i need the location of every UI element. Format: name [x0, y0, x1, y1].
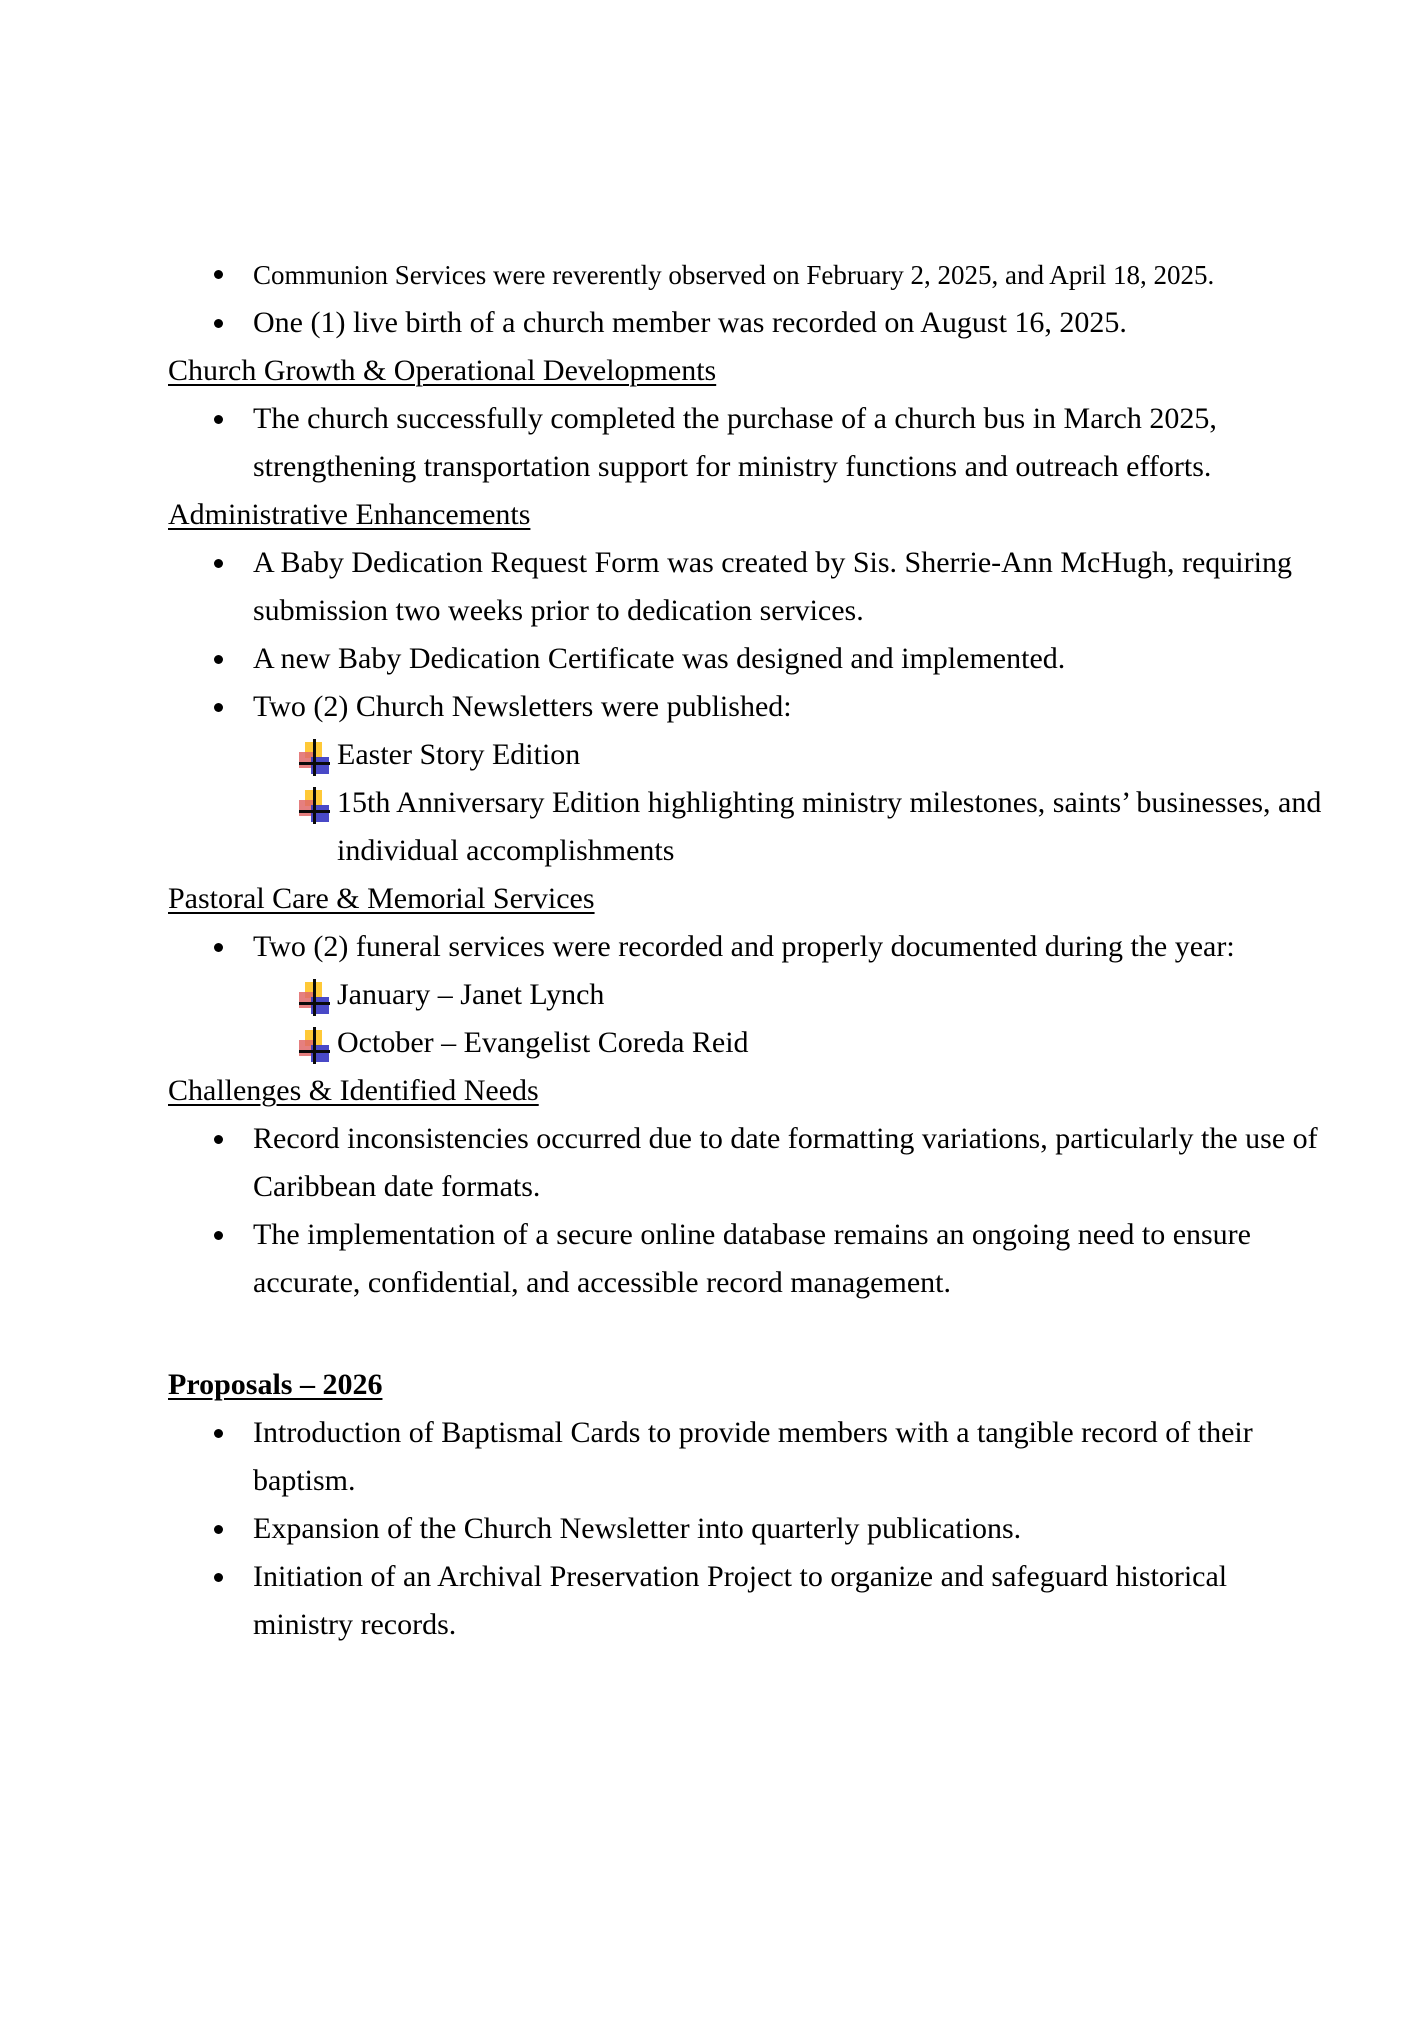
- sub-bullet-item-text: individual accomplishments: [337, 834, 675, 867]
- bullet-item: [253, 1218, 1251, 1252]
- bullet-item: [253, 930, 1235, 964]
- sub-bullet-item: [337, 786, 1321, 820]
- bullet-item-text: ministry records.: [253, 1608, 457, 1641]
- bullet-item-text: Communion Services were reverently observed on February 2, 2025, and April 18, 2025.: [253, 260, 1215, 290]
- bullet-item: [253, 1560, 1227, 1594]
- section-heading-text: Pastoral Care & Memorial Services: [168, 882, 595, 915]
- bullet-item: [253, 402, 1217, 436]
- bullet-item: [253, 546, 1292, 580]
- bullet-item-continuation: [253, 1608, 456, 1642]
- bullet-dot-icon: [214, 1135, 223, 1144]
- bullet-dot-icon: [214, 943, 223, 952]
- cross-bullet-icon: [299, 739, 331, 776]
- bullet-item-continuation: [253, 1266, 951, 1300]
- bullet-item: [253, 690, 792, 724]
- bullet-item-continuation: [253, 594, 864, 628]
- bullet-item-text: accurate, confidential, and accessible record management.: [253, 1266, 951, 1299]
- bullet-item-text: The implementation of a secure online database remains an ongoing need to ensure: [253, 1218, 1251, 1251]
- bullet-item-continuation: [253, 450, 1211, 484]
- bullet-item-text: A new Baby Dedication Certificate was designed and implemented.: [253, 642, 1066, 675]
- sub-bullet-item: [337, 738, 580, 772]
- bullet-item-text: Caribbean date formats.: [253, 1170, 541, 1203]
- bullet-dot-icon: [214, 1573, 223, 1582]
- bullet-item-text: Expansion of the Church Newsletter into quarterly publications.: [253, 1512, 1022, 1545]
- bullet-item-text: Initiation of an Archival Preservation Project to organize and safeguard historical: [253, 1560, 1228, 1593]
- bullet-item: [253, 642, 1065, 676]
- bullet-dot-icon: [214, 559, 223, 568]
- bullet-item-text: Record inconsistencies occurred due to date formatting variations, particularly the use of: [253, 1122, 1318, 1155]
- bullet-dot-icon: [214, 1231, 223, 1240]
- sub-bullet-item-text: January – Janet Lynch: [337, 978, 605, 1011]
- bullet-item-text: One (1) live birth of a church member was recorded on August 16, 2025.: [253, 306, 1127, 339]
- section-heading: [168, 1368, 382, 1402]
- bullet-item-text: submission two weeks prior to dedication services.: [253, 594, 864, 627]
- section-heading-text: Proposals – 2026: [168, 1368, 383, 1401]
- sub-bullet-item-continuation: [337, 834, 674, 868]
- bullet-dot-icon: [214, 1429, 223, 1438]
- cross-bullet-icon: [299, 787, 331, 824]
- sub-bullet-item-text: 15th Anniversary Edition highlighting ministry milestones, saints’ businesses, and: [337, 786, 1322, 819]
- sub-bullet-item: [337, 1026, 749, 1060]
- bullet-dot-icon: [214, 655, 223, 664]
- bullet-item-text: strengthening transportation support for ministry functions and outreach efforts.: [253, 450, 1212, 483]
- bullet-item-text: Introduction of Baptismal Cards to provide members with a tangible record of their: [253, 1416, 1253, 1449]
- bullet-dot-icon: [214, 270, 223, 279]
- bullet-item-text: The church successfully completed the purchase of a church bus in March 2025,: [253, 402, 1217, 435]
- section-heading: [168, 498, 530, 532]
- bullet-item-text: baptism.: [253, 1464, 356, 1497]
- bullet-item-text: A Baby Dedication Request Form was created by Sis. Sherrie-Ann McHugh, requiring: [253, 546, 1292, 579]
- bullet-item: [253, 258, 1214, 292]
- bullet-item-continuation: [253, 1464, 356, 1498]
- bullet-item-text: Two (2) Church Newsletters were published:: [253, 690, 792, 723]
- bullet-item: [253, 1122, 1318, 1156]
- bullet-item-continuation: [253, 1170, 540, 1204]
- cross-bullet-icon: [299, 1027, 331, 1064]
- bullet-dot-icon: [214, 415, 223, 424]
- bullet-dot-icon: [214, 1525, 223, 1534]
- section-heading-text: Administrative Enhancements: [168, 498, 531, 531]
- section-heading: [168, 882, 595, 916]
- sub-bullet-item-text: Easter Story Edition: [337, 738, 581, 771]
- bullet-item: [253, 1416, 1253, 1450]
- section-heading-text: Challenges & Identified Needs: [168, 1074, 539, 1107]
- cross-bullet-icon: [299, 979, 331, 1016]
- section-heading-text: Church Growth & Operational Developments: [168, 354, 717, 387]
- bullet-item: [253, 306, 1127, 340]
- sub-bullet-item: [337, 978, 604, 1012]
- bullet-dot-icon: [214, 319, 223, 328]
- bullet-dot-icon: [214, 703, 223, 712]
- sub-bullet-item-text: October – Evangelist Coreda Reid: [337, 1026, 749, 1059]
- section-heading: [168, 1074, 539, 1108]
- bullet-item-text: Two (2) funeral services were recorded and properly documented during the year:: [253, 930, 1235, 963]
- section-heading: [168, 354, 716, 388]
- bullet-item: [253, 1512, 1021, 1546]
